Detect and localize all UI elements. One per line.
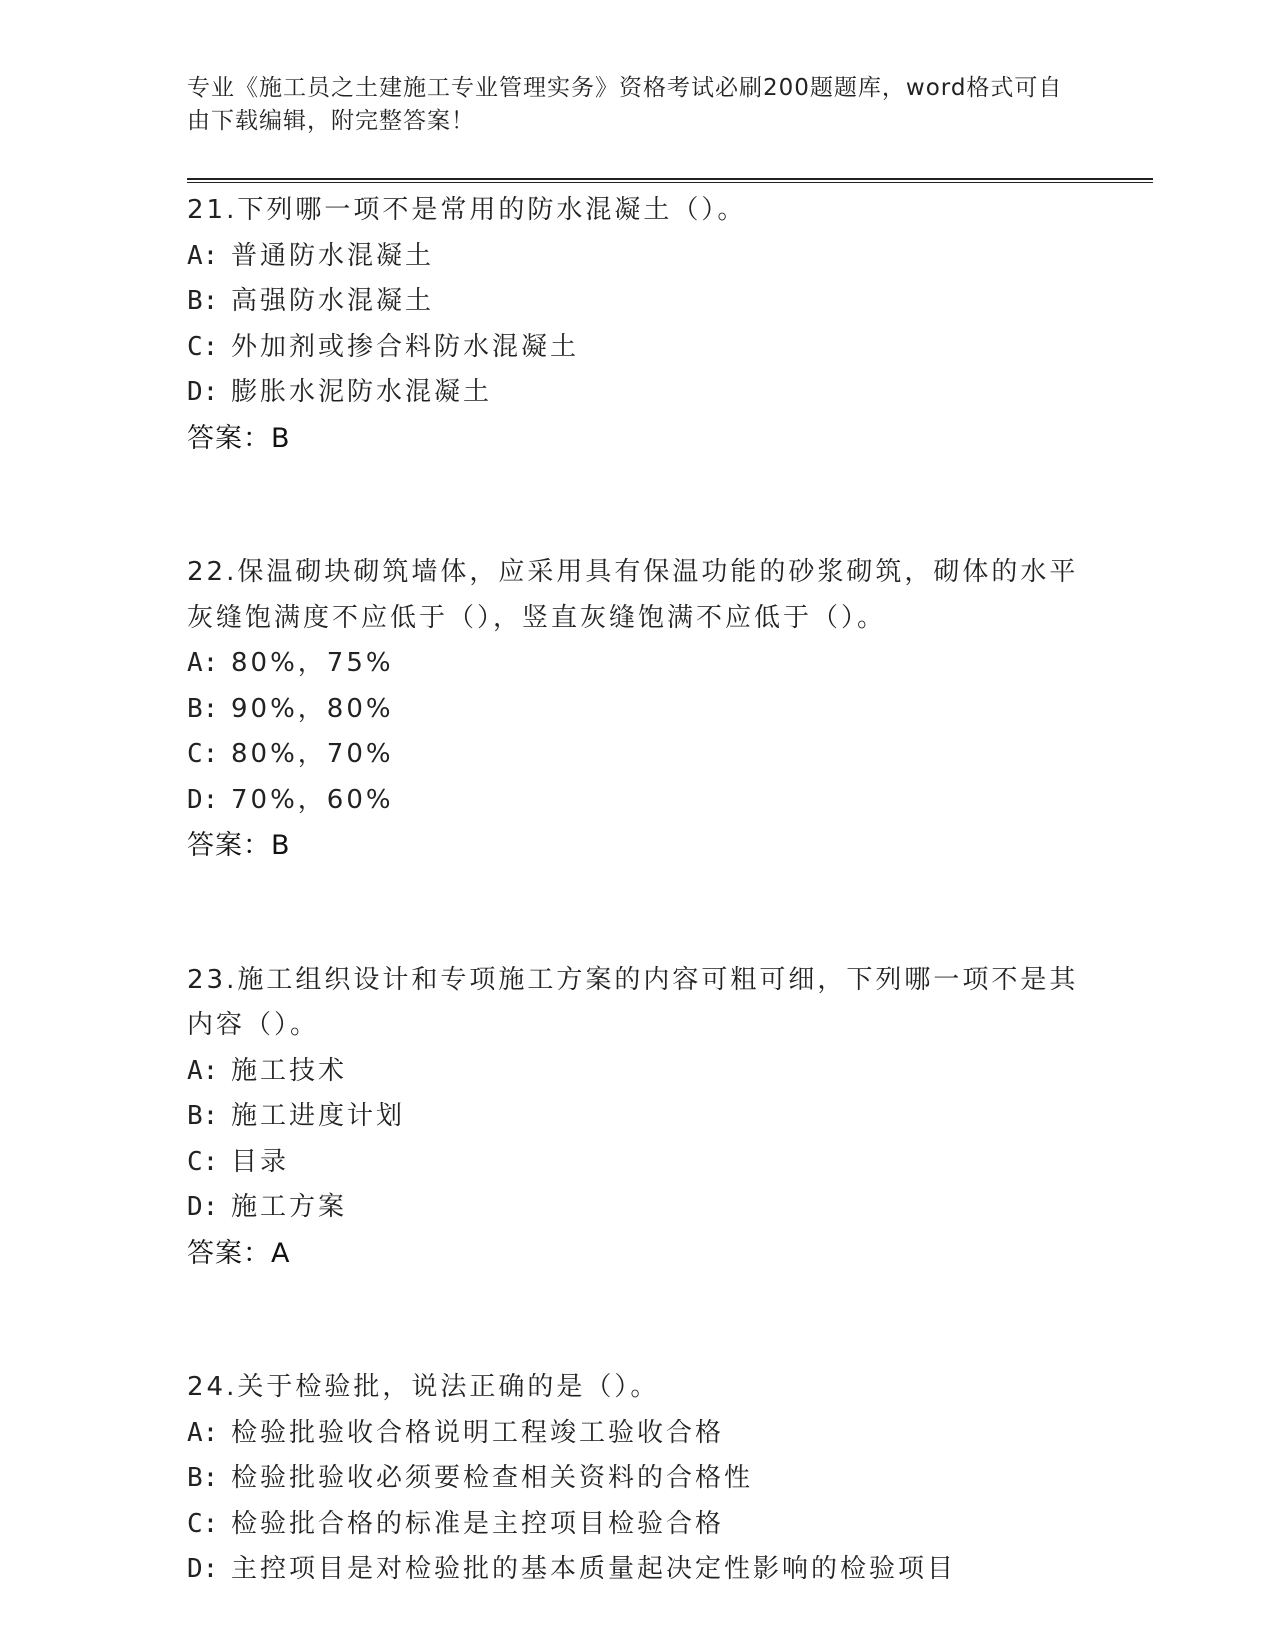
question-stem: 22.保温砌块砌筑墙体，应采用具有保温功能的砂浆砌筑，砌体的水平灰缝饱满度不应低于（），竖直灰缝饱满不应低于（）。: [187, 557, 1079, 633]
option-text: 普通防水混凝土: [231, 240, 435, 271]
option-letter: C:: [187, 331, 219, 362]
option-text: 检验批合格的标准是主控项目检验合格: [231, 1508, 725, 1539]
option-d: [187, 1185, 1087, 1231]
question-spacer: [187, 869, 1087, 958]
option-text: 高强防水混凝土: [231, 286, 435, 316]
question-stem: 23.施工组织设计和专项施工方案的内容可粗可细，下列哪一项不是其内容（）。: [187, 964, 1079, 1040]
option-list: [187, 641, 1087, 823]
option-list: [187, 1049, 1087, 1231]
option-text: 目录: [231, 1146, 290, 1177]
option-text: 检验批验收合格说明工程竣工验收合格: [231, 1417, 725, 1448]
option-text: 施工技术: [231, 1055, 348, 1086]
answer-line: 答案：B: [187, 830, 291, 861]
option-d: [187, 370, 1087, 416]
option-list: [187, 234, 1087, 416]
header-divider-thick: [187, 178, 1153, 180]
option-b: [187, 687, 1087, 733]
option-text: 外加剂或掺合料防水混凝土: [231, 331, 580, 362]
question-21: [187, 188, 1087, 461]
option-letter: A:: [187, 1417, 219, 1448]
option-d: [187, 1547, 1087, 1593]
option-letter: D:: [187, 784, 219, 815]
option-letter: C:: [187, 1508, 219, 1539]
question-spacer: [187, 1276, 1087, 1365]
option-letter: D:: [187, 1192, 219, 1222]
option-text: 70%，60%: [231, 784, 394, 815]
option-letter: A:: [187, 1055, 219, 1086]
question-22: [187, 550, 1087, 869]
option-list: [187, 1411, 1087, 1593]
question-24: [187, 1365, 1087, 1593]
answer-line: 答案：A: [187, 1237, 291, 1269]
question-stem: 21.下列哪一项不是常用的防水混凝土（）。: [187, 195, 747, 225]
document-header: 专业《施工员之土建施工专业管理实务》资格考试必刷200题题库，word格式可自由下载编辑，附完整答案！: [187, 75, 1063, 134]
question-stem: 24.关于检验批，说法正确的是（）。: [187, 1372, 660, 1402]
option-text: 主控项目是对检验批的基本质量起决定性影响的检验项目: [231, 1554, 957, 1584]
option-a: [187, 1411, 1087, 1457]
option-text: 膨胀水泥防水混凝土: [231, 377, 493, 407]
question-spacer: [187, 461, 1087, 550]
option-a: [187, 234, 1087, 280]
option-letter: D:: [187, 1554, 219, 1584]
answer-line: 答案：B: [187, 422, 291, 454]
option-a: [187, 641, 1087, 687]
option-letter: C:: [187, 1146, 219, 1177]
option-c: [187, 1140, 1087, 1186]
option-text: 80%，70%: [231, 739, 394, 769]
option-text: 90%，80%: [231, 693, 394, 724]
option-letter: C:: [187, 739, 219, 769]
option-letter: D:: [187, 377, 219, 407]
option-c: [187, 1502, 1087, 1548]
option-letter: A:: [187, 240, 219, 271]
option-letter: B:: [187, 1101, 219, 1131]
option-text: 施工方案: [231, 1192, 348, 1222]
option-b: [187, 1094, 1087, 1140]
option-text: 80%，75%: [231, 648, 394, 678]
header-divider-thin: [187, 182, 1153, 183]
question-list: [187, 188, 1087, 1593]
question-23: [187, 958, 1087, 1277]
option-letter: B:: [187, 1463, 219, 1493]
option-a: [187, 1049, 1087, 1095]
option-letter: B:: [187, 693, 219, 724]
option-c: [187, 325, 1087, 371]
option-b: [187, 279, 1087, 325]
option-letter: B:: [187, 286, 219, 316]
option-d: [187, 778, 1087, 824]
option-c: [187, 732, 1087, 778]
option-letter: A:: [187, 648, 219, 678]
option-text: 施工进度计划: [231, 1101, 406, 1131]
option-text: 检验批验收必须要检查相关资料的合格性: [231, 1463, 754, 1493]
option-b: [187, 1456, 1087, 1502]
